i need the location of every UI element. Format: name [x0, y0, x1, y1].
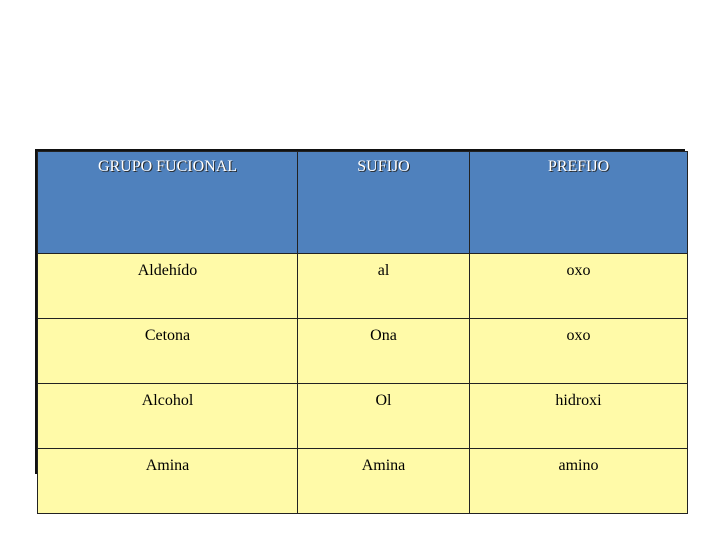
- table-body: [38, 254, 688, 514]
- table-row: [38, 254, 688, 319]
- table-header: [38, 152, 688, 254]
- cell-suffix: Ol: [298, 384, 470, 449]
- cell-suffix: Ona: [298, 319, 470, 384]
- cell-prefix: oxo: [470, 254, 688, 319]
- cell-suffix: Amina: [298, 449, 470, 514]
- functional-groups-table: [37, 151, 688, 514]
- header-prefijo: PREFIJO: [470, 152, 688, 254]
- cell-group: Amina: [38, 449, 298, 514]
- header-row: [38, 152, 688, 254]
- cell-group: Alcohol: [38, 384, 298, 449]
- table-row: [38, 319, 688, 384]
- header-grupo-funcional: GRUPO FUCIONAL: [38, 152, 298, 254]
- table-row: [38, 449, 688, 514]
- table-row: [38, 384, 688, 449]
- cell-group: Cetona: [38, 319, 298, 384]
- cell-prefix: amino: [470, 449, 688, 514]
- cell-suffix: al: [298, 254, 470, 319]
- cell-group: Aldehído: [38, 254, 298, 319]
- functional-groups-table-container: [35, 149, 685, 474]
- header-sufijo: SUFIJO: [298, 152, 470, 254]
- cell-prefix: hidroxi: [470, 384, 688, 449]
- cell-prefix: oxo: [470, 319, 688, 384]
